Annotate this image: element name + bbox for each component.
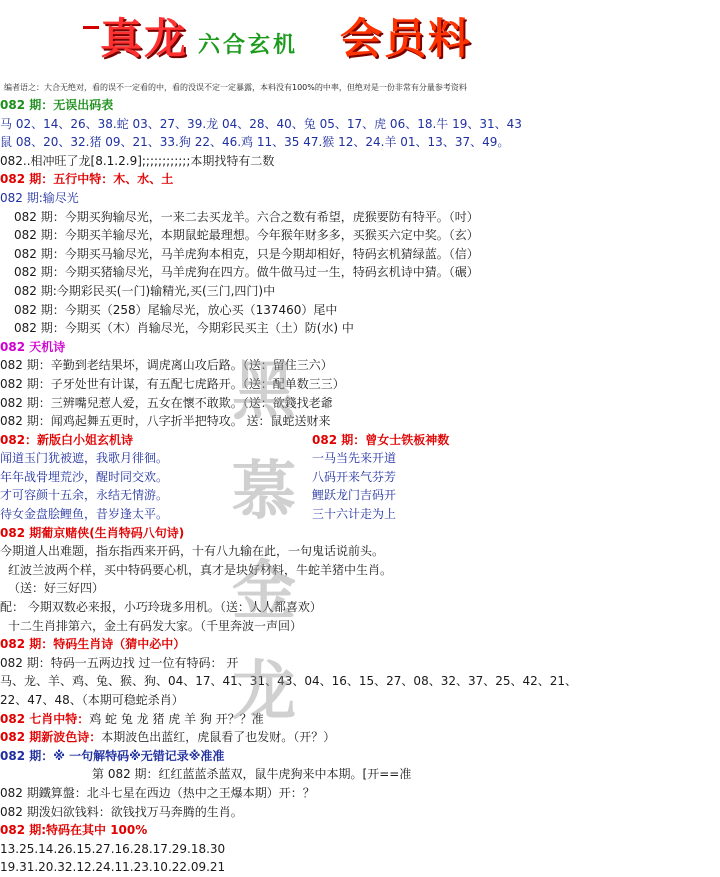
title-liuhexuanji: 六合玄机 — [198, 33, 299, 58]
shujinguang-line: 082 期：今期买（木）肖输尽光，今期彩民买主（土）防(水) 中 — [14, 321, 354, 336]
header-banner — [0, 0, 720, 78]
hongbose-line: 第 082 期：红红蓝蓝杀蓝双，鼠牛虎狗来中本期。[开==准 — [92, 767, 412, 782]
title-huiyuanliao: 会员料 — [340, 14, 473, 63]
section-title-zengnvshi: 082 期：曾女士铁板神数 — [312, 432, 450, 447]
shujinguang-line: 082 期：今期买羊输尽光，本期鼠蛇最理想。今年猴年财多多，买猴买六定中奖。（玄） — [14, 228, 479, 243]
section-title-pujing: 082 期葡京赌侠(生肖特码八句诗) — [0, 525, 185, 540]
zengnvshi-line: 一马当先来开道 — [312, 451, 397, 466]
section-title-tianji: 082 天机诗 — [0, 339, 66, 354]
tianji-line: 082 期：子牙处世有计谋，有五配七虎路开。（送：配单数三三） — [0, 376, 345, 391]
shujinguang-line: 082 期：今期买（258）尾输尽光，放心买（137460）尾中 — [14, 302, 338, 317]
zodiac-table-line-2: 鼠 08、20、32.猪 09、21、33.狗 22、46.鸡 11、35 47.猴 12、24.羊 01、13、37、49。 — [0, 135, 510, 150]
zengnvshi-line: 鲤跃龙门吉码开 — [312, 488, 397, 503]
baixiaojie-line: 年年战骨埋荒沙，醒时同交欢。 — [0, 469, 169, 484]
shujinguang-line: 082 期：今期买马输尽光，马羊虎狗本相克，只是今期却相好，特码玄机猜绿蓝。（信） — [14, 246, 479, 261]
shujinguang-line: 082 期:今期彩民买(一门)输精光,买(三门,四门)中 — [14, 283, 276, 298]
header-dash — [83, 26, 99, 29]
tema-line: 13.25.14.26.15.27.16.28.17.29.18.30 — [0, 841, 226, 856]
section-title-shengxiao: 082 期：特码生肖诗（猜中必中） — [0, 637, 186, 652]
tianji-line: 082 期：辛勤到老结果坏，调虎离山攻后路。（送：留住三六） — [0, 358, 333, 373]
shengxiao-line: 082 期：特码一五两边找 过一位有特码： 开 — [0, 655, 239, 670]
poem-row — [0, 449, 720, 468]
shujinguang-line: 082 期：今期买猪输尽光，马羊虎狗在四方。做牛做马过一生，特码玄机诗中猜。（碾） — [14, 265, 479, 280]
poem-row — [0, 468, 720, 487]
pujing-line: （送：好三好四） — [8, 581, 105, 596]
section-title-row-baixiaojie — [0, 431, 720, 450]
title-zhenlong: 真龙 — [100, 14, 189, 63]
qixiao-value: 鸡 蛇 兔 龙 猪 虎 羊 狗 开？？准 — [89, 711, 264, 726]
section-title-baixiaojie: 082：新版白小姐玄机诗 — [0, 432, 134, 447]
watermark-char: 龙 — [232, 654, 296, 729]
zodiac-table-line-1: 马 02、14、26、38.蛇 03、27、39.龙 04、28、40、兔 05、17、虎 06、18.牛 19、31、43 — [0, 116, 522, 131]
watermark-char: 黑 — [232, 354, 296, 429]
watermark-char: 金 — [232, 554, 296, 629]
section-title-wuxing: 082 期：五行中特：木、水、土 — [0, 172, 174, 187]
disclaimer: 编者语之：大合无绝对，看的误不一定看的中，看的没误不定一定暴露，本料没有100%的中率，但绝对是一份非常有分量参考资料 — [4, 83, 467, 92]
content — [0, 96, 720, 877]
watermark-char: 慕 — [232, 454, 296, 529]
pofu-line: 082 期泼妇欲钱料：欲钱找万马奔腾的生肖。 — [0, 804, 243, 819]
tianji-line: 082 期：三辨嘴兒惹人爱，五女在懷不敢欺。（送：欲錢找老爺 — [0, 395, 333, 410]
pujing-line: 今期道人出难题，指东指西来开码，十有八九输在此，一句鬼话说前头。 — [0, 544, 385, 559]
pujing-line: 配： 今期双数必来报，小巧玲珑多用机。（送：人人都喜欢） — [0, 600, 322, 615]
shengxiao-line: 22、47、48、（本期可稳蛇杀肖） — [0, 693, 184, 707]
tema-line: 19.31.20.32.12.24.11.23.10.22.09.21 — [0, 860, 226, 875]
shujinguang-intro: 082 期:输尽光 — [0, 190, 79, 205]
zengnvshi-line: 八码开来气芬芳 — [312, 469, 397, 484]
shengxiao-line: 马、龙、羊、鸡、兔、猴、狗、04、17、41、31、43、04、16、15、27、08、32、37、25、42、21、 — [0, 674, 578, 689]
section-title-wuwu: 082 期：无误出码表 — [0, 98, 114, 112]
baixiaojie-line: 闻道玉门犹被遮，我歌月徘徊。 — [0, 451, 169, 466]
section-title-tema: 082 期:特码在其中 100% — [0, 823, 148, 838]
qixiao-row — [0, 710, 720, 729]
pujing-line: 红波兰波两个样，买中特码要心机，真才是块好材料，牛蛇羊猪中生肖。 — [8, 562, 393, 577]
baixiaojie-line: 待女金盘脍鲤鱼，昔岁逢太平。 — [0, 507, 169, 522]
yiju-value: ※ 一句解特码※无错记录※准准 — [53, 748, 225, 763]
baixiaojie-line: 才可容颜十五余，永结无情游。 — [0, 488, 169, 503]
chong-line: 082..相冲旺了龙[8.1.2.9];;;;;;;;;;;;本期找特有二数 — [0, 153, 275, 168]
yiju-label: 082 期： — [0, 748, 54, 763]
bose-value: 本期波色出蓝红，虎鼠看了也发财。（开？） — [101, 730, 336, 745]
poem-row — [0, 486, 720, 505]
shujinguang-line: 082 期：今期买狗输尽光，一来二去买龙羊。六合之数有希望，虎猴要防有特平。（吋） — [14, 209, 479, 224]
qixiao-label: 082 七肖中特： — [0, 711, 90, 726]
tiesuanpan-line: 082 期鐵算盤：北斗七星在西边（热中之王爆本期）开：？ — [0, 785, 315, 800]
pujing-line: 十二生肖排第六，金土有码发大家。（千里奔波一声回） — [8, 618, 303, 633]
zengnvshi-line: 三十六计走为上 — [312, 507, 397, 522]
poem-row — [0, 505, 720, 524]
bose-label: 082 期新波色诗： — [0, 730, 102, 745]
bose-row — [0, 728, 720, 747]
yiju-row — [0, 747, 720, 766]
tianji-line: 082 期：闻鸡起舞五更时，八字折半把特攻。 送：鼠蛇送财来 — [0, 414, 331, 429]
